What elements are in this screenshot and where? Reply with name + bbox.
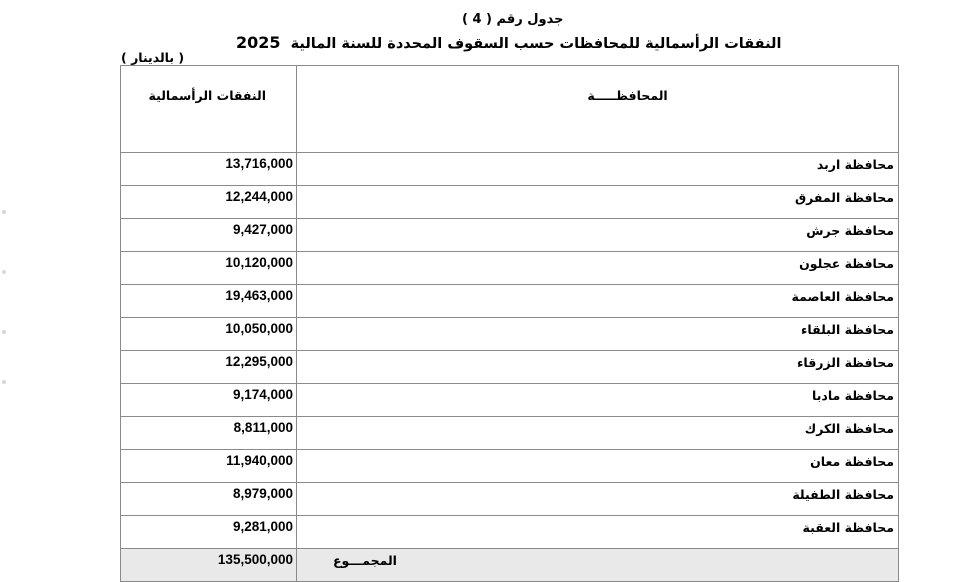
row-governorate: محافظة العاصمة xyxy=(297,285,899,318)
page-edge-marks xyxy=(0,200,12,400)
edge-mark xyxy=(2,270,6,274)
row-amount: 8,811,000 xyxy=(121,417,297,450)
row-amount: 13,716,000 xyxy=(121,153,297,186)
row-amount: 9,281,000 xyxy=(121,516,297,549)
row-amount: 8,979,000 xyxy=(121,483,297,516)
row-amount: 10,050,000 xyxy=(121,318,297,351)
total-amount: 135,500,000 xyxy=(121,549,297,582)
table-row xyxy=(121,318,899,351)
table-row xyxy=(121,516,899,549)
row-governorate: محافظة مادبا xyxy=(297,384,899,417)
row-governorate: محافظة معان xyxy=(297,450,899,483)
edge-mark xyxy=(2,330,6,334)
row-amount: 9,174,000 xyxy=(121,384,297,417)
capital-expenditure-table xyxy=(120,65,899,582)
table-row xyxy=(121,417,899,450)
table-row xyxy=(121,153,899,186)
table-row xyxy=(121,219,899,252)
row-governorate: محافظة البلقاء xyxy=(297,318,899,351)
table-number-label: جدول رقم ( 4 ) xyxy=(462,12,564,27)
table-body xyxy=(121,153,899,549)
row-governorate: محافظة الكرك xyxy=(297,417,899,450)
table-row xyxy=(121,450,899,483)
table-total-row xyxy=(121,549,899,582)
document-year: 2025 xyxy=(236,33,281,52)
table-row xyxy=(121,351,899,384)
row-governorate: محافظة الطفيلة xyxy=(297,483,899,516)
row-governorate: محافظة اربد xyxy=(297,153,899,186)
row-governorate: محافظة عجلون xyxy=(297,252,899,285)
row-amount: 10,120,000 xyxy=(121,252,297,285)
table-row xyxy=(121,483,899,516)
row-amount: 11,940,000 xyxy=(121,450,297,483)
currency-unit-note: ( بالدينار ) xyxy=(121,50,185,65)
table-row xyxy=(121,285,899,318)
row-amount: 9,427,000 xyxy=(121,219,297,252)
table-row xyxy=(121,252,899,285)
total-label: المجمـــوع xyxy=(297,549,899,582)
table-row xyxy=(121,384,899,417)
row-amount: 19,463,000 xyxy=(121,285,297,318)
edge-mark xyxy=(2,210,6,214)
header-capital-expenditure: النفقات الرأسمالية xyxy=(121,66,297,153)
row-governorate: محافظة العقبة xyxy=(297,516,899,549)
table-row xyxy=(121,186,899,219)
header-governorate: المحافظـــــة xyxy=(297,66,899,153)
document-title xyxy=(236,34,781,53)
row-governorate: محافظة جرش xyxy=(297,219,899,252)
edge-mark xyxy=(2,380,6,384)
row-governorate: محافظة المفرق xyxy=(297,186,899,219)
document-title-text: النفقات الرأسمالية للمحافظات حسب السقوف المحددة للسنة المالية xyxy=(290,36,782,52)
table-header-row xyxy=(121,66,899,153)
row-amount: 12,295,000 xyxy=(121,351,297,384)
row-governorate: محافظة الزرقاء xyxy=(297,351,899,384)
row-amount: 12,244,000 xyxy=(121,186,297,219)
